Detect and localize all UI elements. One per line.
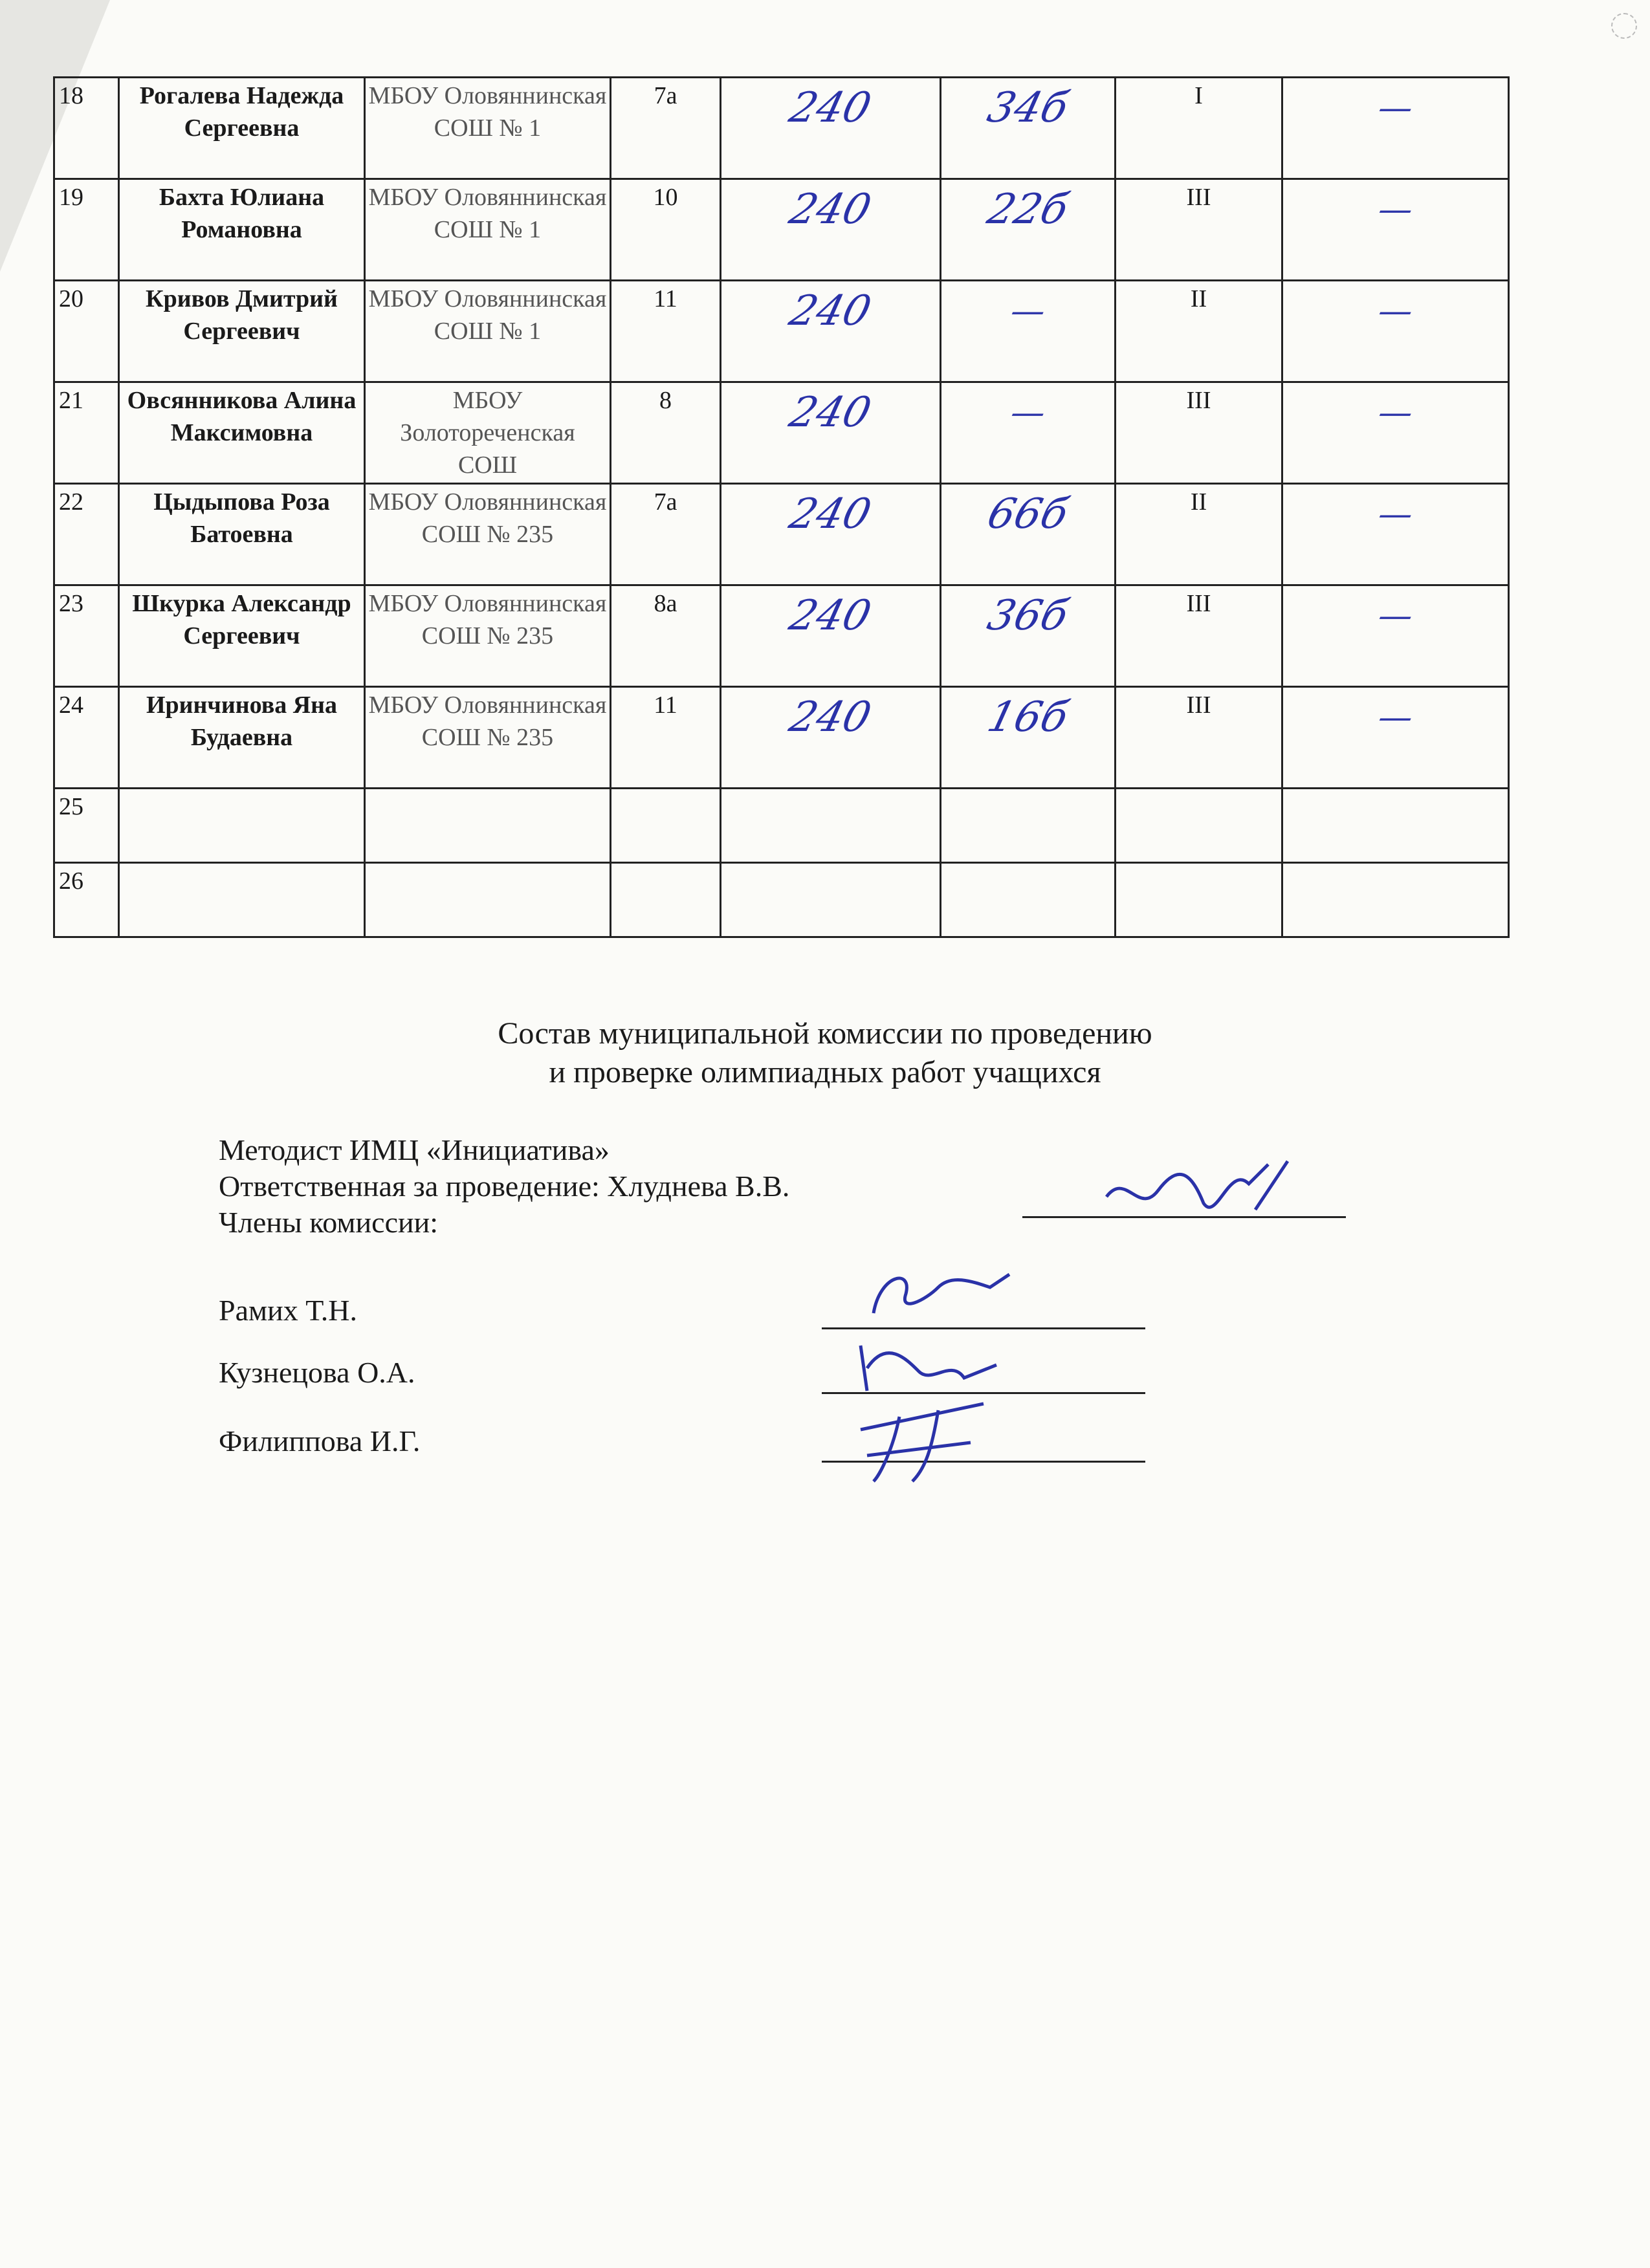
note-cell-handwritten: — [1374,698,1417,737]
empty-cell [1116,863,1282,937]
empty-cell [611,789,721,863]
commission-title-line1: Состав муниципальной комиссии по проведению [498,1016,1152,1051]
note-cell-handwritten: — [1374,596,1417,635]
empty-cell [1282,789,1509,863]
results-table [53,76,1510,938]
empty-cell [119,863,365,937]
empty-cell [721,789,941,863]
grade-cell: 8 [611,382,721,484]
school-name: МБОУ Оловяннинская СОШ № 1 [365,281,611,382]
score-cell [941,179,1116,281]
score-cell-handwritten: 22б [983,186,1073,234]
place-cell: III [1116,585,1282,687]
place-cell: II [1116,484,1282,585]
row-number: 21 [54,382,119,484]
max-score-cell [721,281,941,382]
grade-cell: 10 [611,179,721,281]
member-1-signature-line [822,1327,1145,1329]
max-score-cell [721,585,941,687]
note-cell-handwritten: — [1374,393,1417,432]
table-row [54,382,1509,484]
responsible-signature [1100,1158,1294,1229]
max-score-cell [721,179,941,281]
participant-name: Бахта Юлиана Романовна [119,179,365,281]
row-number: 19 [54,179,119,281]
place-cell: III [1116,382,1282,484]
max-score-cell [721,382,941,484]
empty-cell [941,863,1116,937]
place-cell: III [1116,179,1282,281]
max-score-cell-handwritten: 240 [785,490,876,538]
member-3-signature [854,1391,996,1488]
max-score-cell-handwritten: 240 [785,592,876,640]
participant-name: Иринчинова Яна Будаевна [119,687,365,789]
note-cell [1282,687,1509,789]
member-2-name: Кузнецова О.А. [219,1356,415,1389]
note-cell [1282,382,1509,484]
table-row [54,585,1509,687]
table-row [54,281,1509,382]
row-number: 23 [54,585,119,687]
grade-cell: 7а [611,484,721,585]
empty-cell [365,863,611,937]
score-cell-handwritten: 34б [983,84,1073,132]
score-cell [941,585,1116,687]
grade-cell: 11 [611,687,721,789]
participant-name: Рогалева Надежда Сергеевна [119,78,365,179]
table-row [54,687,1509,789]
methodist-label: Методист ИМЦ «Инициатива» [219,1133,610,1166]
max-score-cell [721,484,941,585]
table-row-empty [54,863,1509,937]
score-cell-handwritten: — [1006,292,1050,331]
score-cell [941,382,1116,484]
table-row [54,78,1509,179]
row-number: 24 [54,687,119,789]
empty-cell [1282,863,1509,937]
school-name: МБОУ Оловяннинская СОШ № 235 [365,484,611,585]
empty-cell [119,789,365,863]
participant-name: Овсянникова Алина Максимовна [119,382,365,484]
note-cell-handwritten: — [1374,495,1417,534]
score-cell [941,687,1116,789]
page-dot-mark [1611,13,1637,39]
row-number: 22 [54,484,119,585]
members-label: Члены комиссии: [219,1206,439,1239]
member-2-signature [848,1333,1009,1397]
score-cell-handwritten: 66б [983,490,1073,538]
member-3-name: Филиппова И.Г. [219,1424,421,1457]
row-number: 25 [54,789,119,863]
participant-name: Шкурка Александр Сергеевич [119,585,365,687]
score-cell [941,78,1116,179]
note-cell [1282,281,1509,382]
participant-name: Кривов Дмитрий Сергеевич [119,281,365,382]
note-cell [1282,78,1509,179]
grade-cell: 11 [611,281,721,382]
empty-cell [1116,789,1282,863]
results-table-body [54,78,1509,937]
score-cell-handwritten: 16б [983,693,1073,741]
place-cell: II [1116,281,1282,382]
member-1-name: Рамих Т.Н. [219,1294,357,1327]
place-cell: I [1116,78,1282,179]
score-cell-handwritten: 36б [983,592,1073,640]
school-name: МБОУ Оловяннинская СОШ № 1 [365,78,611,179]
note-cell [1282,179,1509,281]
max-score-cell [721,687,941,789]
row-number: 26 [54,863,119,937]
score-cell [941,281,1116,382]
max-score-cell-handwritten: 240 [785,693,876,741]
school-name: МБОУ Золотореченская СОШ [365,382,611,484]
empty-cell [611,863,721,937]
score-cell [941,484,1116,585]
empty-cell [721,863,941,937]
place-cell: III [1116,687,1282,789]
empty-cell [365,789,611,863]
grade-cell: 8а [611,585,721,687]
row-number: 20 [54,281,119,382]
school-name: МБОУ Оловяннинская СОШ № 1 [365,179,611,281]
table-row-empty [54,789,1509,863]
participant-name: Цыдыпова Роза Батоевна [119,484,365,585]
school-name: МБОУ Оловяннинская СОШ № 235 [365,585,611,687]
note-cell-handwritten: — [1374,190,1417,229]
max-score-cell-handwritten: 240 [785,186,876,234]
member-1-signature [861,1261,1016,1326]
score-cell-handwritten: — [1006,393,1050,432]
grade-cell: 7а [611,78,721,179]
table-row [54,484,1509,585]
school-name: МБОУ Оловяннинская СОШ № 235 [365,687,611,789]
table-row [54,179,1509,281]
max-score-cell-handwritten: 240 [785,389,876,437]
row-number: 18 [54,78,119,179]
note-cell-handwritten: — [1374,292,1417,331]
max-score-cell [721,78,941,179]
note-cell [1282,484,1509,585]
note-cell [1282,585,1509,687]
max-score-cell-handwritten: 240 [785,84,876,132]
note-cell-handwritten: — [1374,89,1417,127]
responsible-label: Ответственная за проведение: Хлуднева В.В. [219,1170,790,1203]
commission-title-line2: и проверке олимпиадных работ учащихся [549,1055,1101,1089]
commission-title [0,1014,1650,1092]
empty-cell [941,789,1116,863]
max-score-cell-handwritten: 240 [785,287,876,335]
